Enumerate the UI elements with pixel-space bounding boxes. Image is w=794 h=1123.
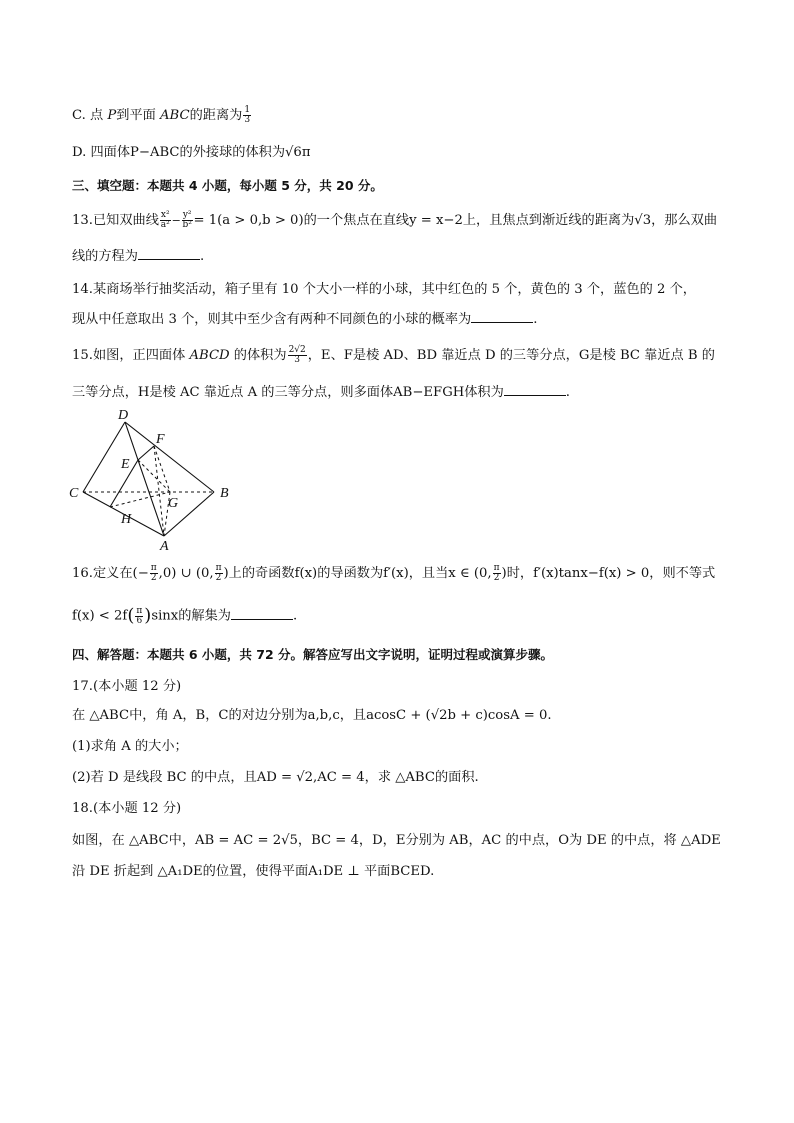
question-14-line-2: 现从中任意取出 3 个，则其中至少含有两种不同颜色的小球的概率为 .	[72, 312, 538, 327]
question-17-part-2: (2)若 D 是线段 BC 的中点，且AD = √2,AC = 4，求 △ABC的面积.	[72, 770, 479, 785]
question-15-line-2: 三等分点，H是棱 AC 靠近点 A 的三等分点，则多面体AB−EFGH体积为 .	[72, 385, 570, 400]
fraction-numerator: π	[136, 605, 143, 616]
fraction-denominator: 3	[244, 115, 251, 125]
option-c-mid: 到平面	[116, 108, 161, 123]
q15-text-b: 的体积为	[229, 348, 287, 363]
fraction-numerator: 1	[244, 105, 251, 115]
q13-line2-text: 线的方程为	[72, 249, 138, 264]
q16-line2-b: sinx的解集为	[151, 608, 231, 624]
q13-text-a: 13.已知双曲线	[72, 213, 159, 228]
question-13-line-2: 线的方程为 .	[72, 249, 205, 264]
option-c-point: P	[107, 108, 117, 123]
label-h: H	[121, 512, 132, 527]
fraction-denominator: 3	[294, 355, 301, 365]
q16-text-b: 上的奇函数f(x)的导函数为f′(x)，且当x ∈	[228, 566, 474, 581]
question-18-line-2: 沿 DE 折起到 △A₁DE的位置，使得平面A₁DE ⊥ 平面BCED.	[72, 864, 435, 879]
option-c-plane: ABC	[160, 108, 190, 123]
option-c-fraction	[243, 106, 251, 125]
question-14-line-1: 14.某商场举行抽奖活动，箱子里有 10 个大小一样的小球，其中红色的 5 个，黄色的 3 个，蓝色的 2 个，	[72, 282, 696, 297]
edge-ef	[138, 446, 154, 460]
question-16-line-2: f(x) < 2f( $\frac{\pi}{6}$ )sinx的解集为 .	[72, 605, 298, 626]
q16-line2-a: f(x) < 2f	[72, 608, 128, 624]
fraction-numerator: x²	[160, 210, 170, 220]
q16-frac-pi-2c	[493, 564, 501, 583]
q16-frac-pi-2	[150, 564, 158, 583]
q16-interval2-start: (0,	[195, 566, 214, 581]
label-d: D	[118, 408, 129, 423]
question-17-part-1: (1)求角 A 的大小；	[72, 739, 188, 754]
fraction-denominator: a²	[160, 220, 170, 230]
q16-interval1-end: ,0)	[158, 566, 177, 581]
fraction-numerator: π	[150, 563, 157, 573]
fraction-denominator: 6	[136, 615, 143, 626]
answer-blank	[471, 310, 533, 323]
option-c	[72, 106, 252, 126]
tetrahedron-figure	[66, 408, 246, 556]
edge-fg-hidden	[154, 446, 170, 492]
label-f: F	[156, 432, 165, 447]
question-17-statement: 在 △ABC中，角 A，B，C的对边分别为a,b,c，且acosC + (√2b + c)cosA = 0.	[72, 708, 552, 723]
q16-interval3-end: )	[501, 566, 507, 581]
edge-dc	[83, 422, 125, 492]
fraction-numerator: π	[215, 563, 222, 573]
fraction-numerator: 2√2	[288, 345, 306, 355]
option-c-prefix: C. 点	[72, 108, 108, 123]
q13-text-b: = 1(a > 0,b > 0)的一个焦点在直线y = x−2上，且焦点到渐近线的距离为	[193, 213, 635, 228]
fraction-denominator: b²	[182, 220, 192, 230]
fraction-denominator: 2	[493, 573, 500, 583]
q16-text-c: 时，f′(x)tanx−f(x) > 0，则不等式	[506, 566, 716, 581]
q13-root: √3	[634, 213, 652, 228]
fraction-denominator: 2	[215, 573, 222, 583]
q14-line2-text: 现从中任意取出 3 个，则其中至少含有两种不同颜色的小球的概率为	[72, 312, 472, 327]
label-b: B	[220, 486, 229, 501]
option-d-text: D. 四面体P−ABC的外接球的体积为	[72, 145, 286, 160]
answer-blank	[138, 247, 200, 260]
q15-text-a: 15.如图，正四面体	[72, 348, 190, 363]
question-15-line-1	[72, 346, 715, 366]
label-c: C	[69, 486, 79, 501]
q16-interval1-start: (−	[132, 566, 149, 581]
fraction-numerator: y²	[182, 210, 192, 220]
q16-interval3-start: (0,	[473, 566, 492, 581]
q15-volume-fraction	[288, 346, 307, 365]
edge-eg-hidden	[138, 460, 170, 492]
section-4-heading: 四、解答题：本题共 6 小题，共 72 分。解答应写出文字说明，证明过程或演算步骤。	[72, 647, 554, 662]
q13-text-c: ，那么双曲	[651, 213, 718, 228]
edge-hg-hidden	[110, 492, 170, 507]
fraction-numerator: π	[493, 563, 500, 573]
answer-blank	[231, 607, 293, 620]
edge-db	[125, 422, 214, 492]
option-d-value: √6π	[285, 145, 311, 160]
q16-text-a: 16.定义在	[72, 566, 133, 581]
section-3-heading: 三、填空题：本题共 4 小题，每小题 5 分，共 20 分。	[72, 178, 383, 193]
label-e: E	[121, 457, 130, 472]
question-18-heading: 18.(本小题 12 分)	[72, 801, 182, 816]
answer-blank	[504, 383, 566, 396]
q16-interval2-end: )	[223, 566, 229, 581]
option-d	[72, 143, 311, 163]
q15-solid: ABCD	[189, 348, 230, 363]
q16-frac-pi-2b	[215, 564, 223, 583]
q15-line2-text: 三等分点，H是棱 AC 靠近点 A 的三等分点，则多面体AB−EFGH体积为	[72, 385, 504, 400]
fraction-denominator: 2	[150, 573, 157, 583]
q13-frac-x	[160, 211, 171, 230]
label-g: G	[168, 496, 179, 511]
q16-frac-pi-6	[135, 607, 143, 626]
q13-frac-y	[182, 211, 193, 230]
label-a: A	[160, 539, 169, 554]
question-17-heading: 17.(本小题 12 分)	[72, 679, 182, 694]
option-c-text: 的距离为	[189, 108, 243, 123]
question-18-line-1: 如图，在 △ABC中，AB = AC = 2√5，BC = 4，D，E分别为 AB，AC 的中点，O为 DE 的中点，将 △ADE	[72, 833, 721, 848]
question-13-line-1: 13.已知双曲线 $\frac{\text{x²}}{\text{a²}}$ − $\frac{\text{y²}}{\text{b²}}$ = 1(a > 0,b > 0)的一个焦点在直线y = x−2上，且焦点到渐近线的距离为√3，那么双曲	[72, 210, 718, 230]
q15-text-c: ，E、F是棱 AD、BD 靠近点 D 的三等分点，G是棱 BC 靠近点 B 的	[307, 348, 715, 363]
question-16-line-1	[72, 564, 715, 584]
q16-union: ∪	[176, 566, 196, 581]
